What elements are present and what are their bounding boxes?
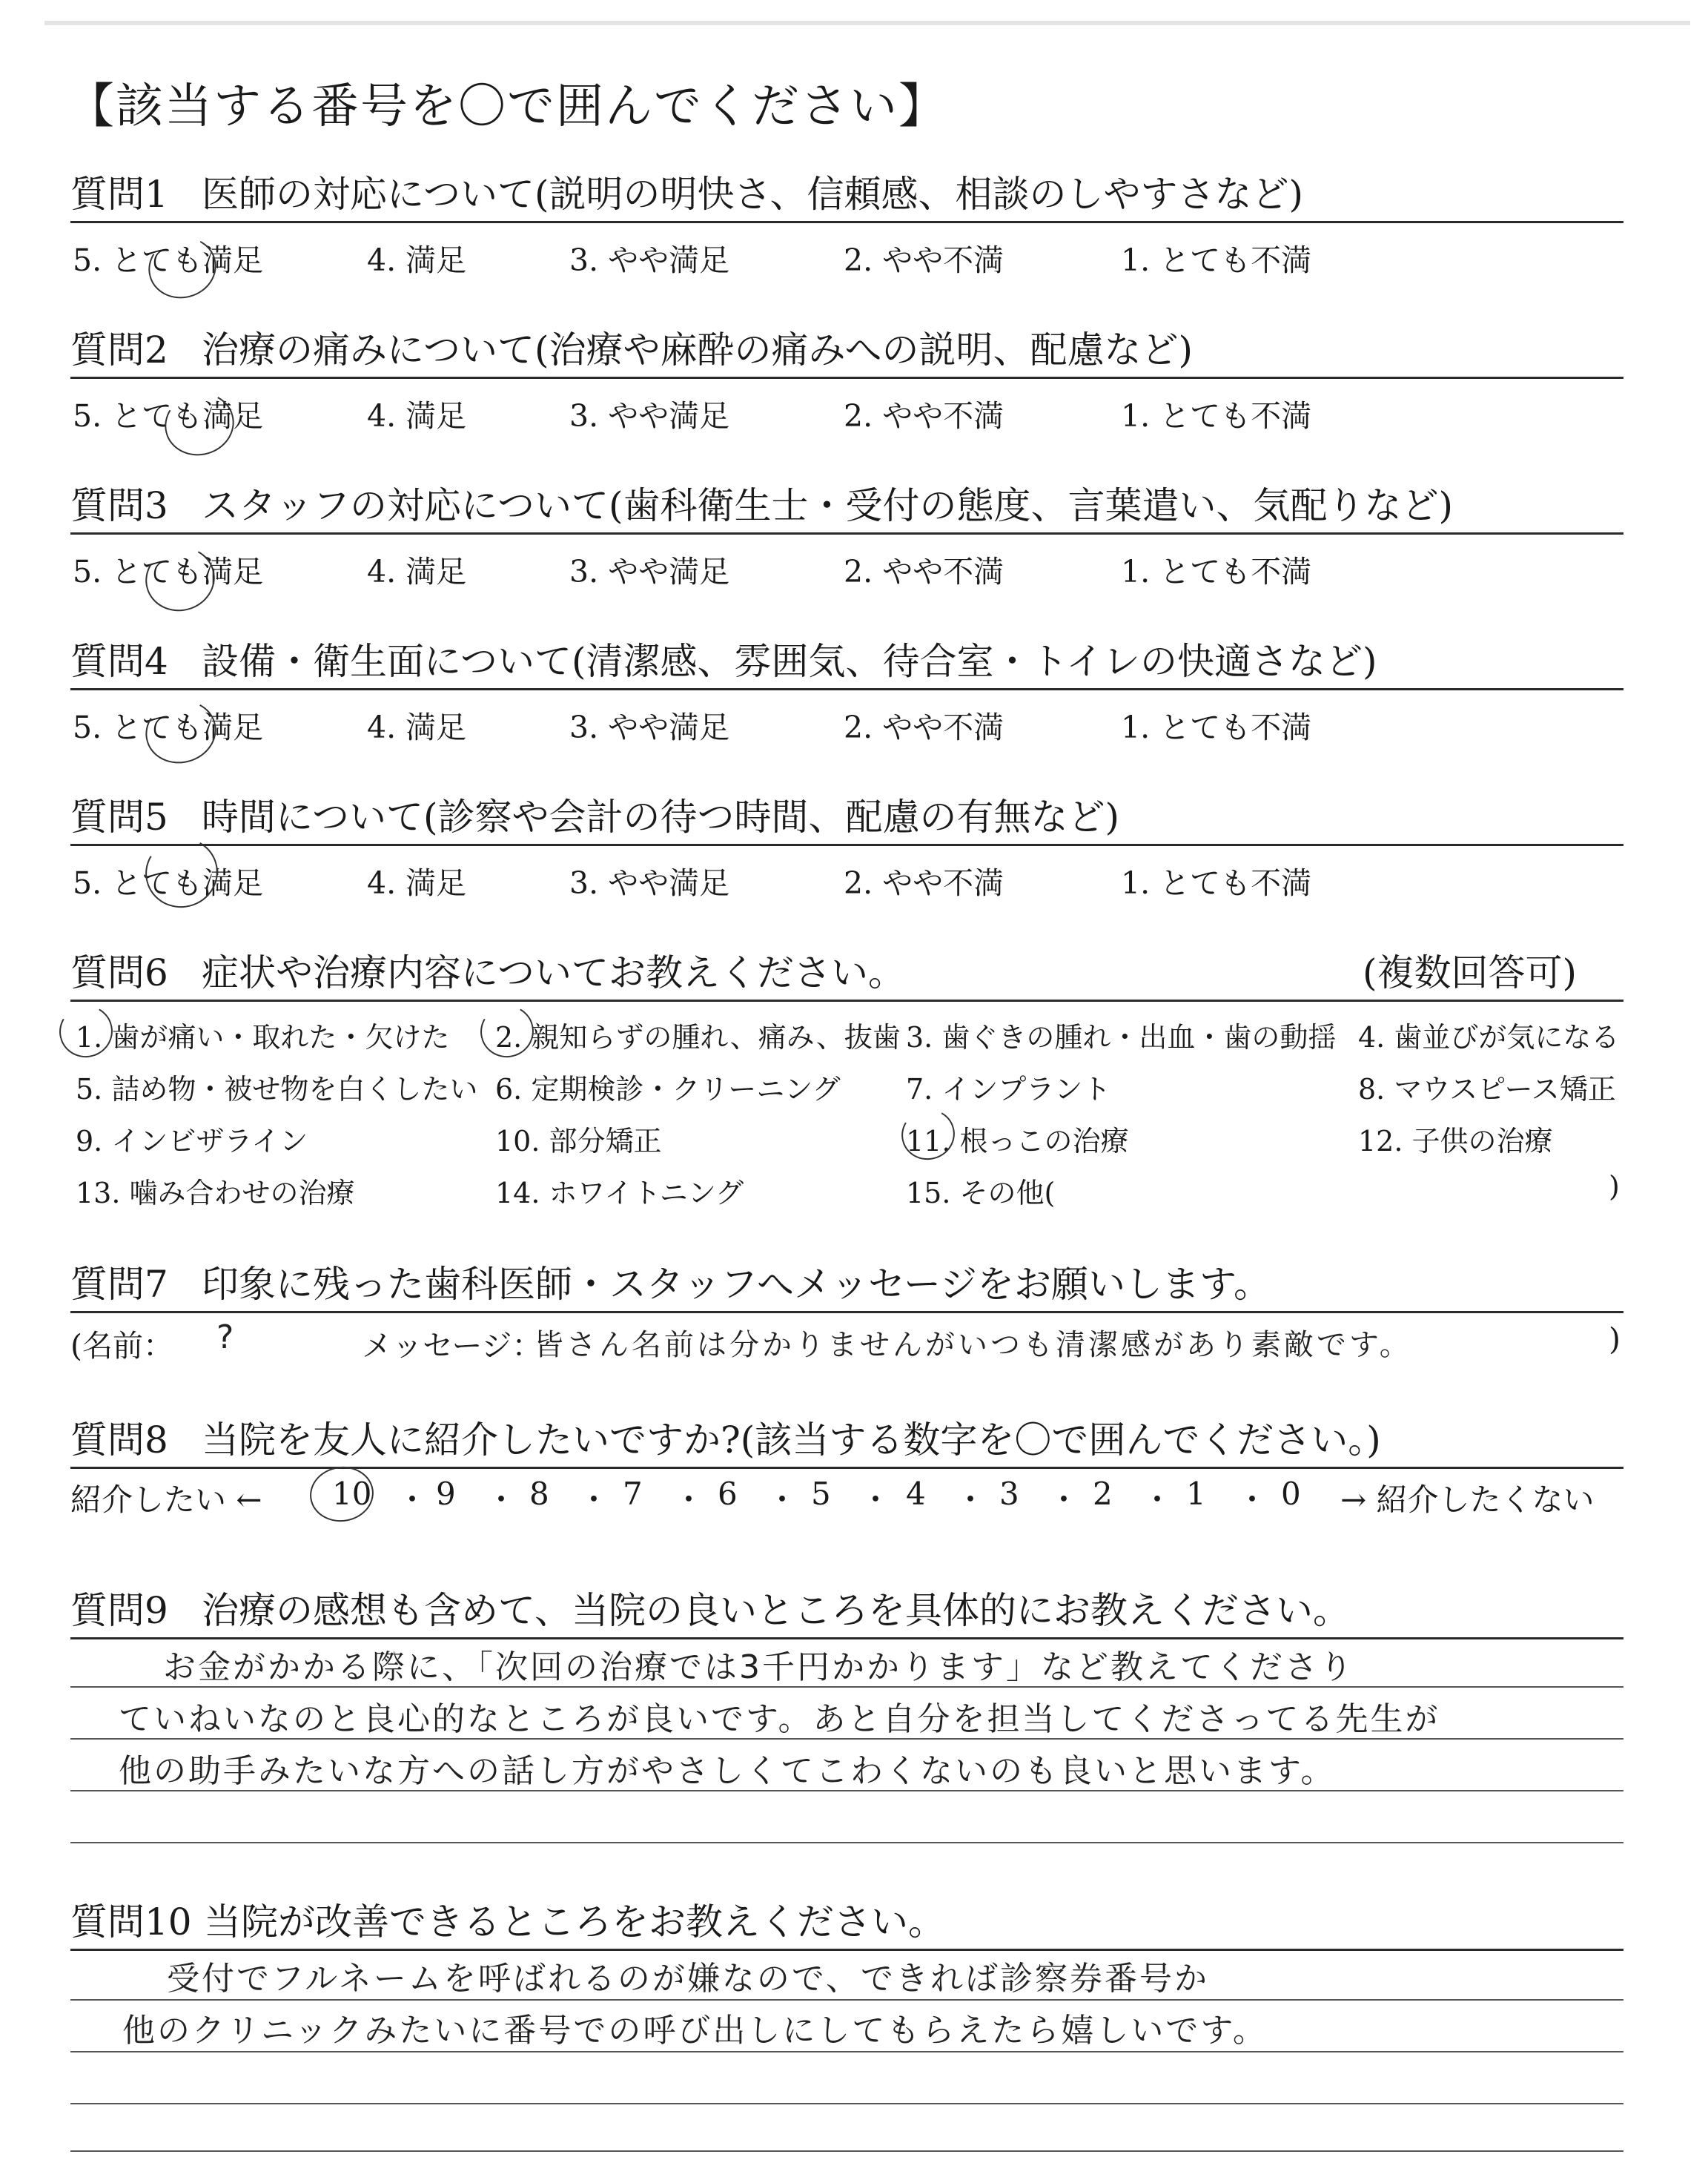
recommend-left-label: 紹介したい ← <box>70 1482 262 1518</box>
option-3[interactable]: 3. やや満足 <box>569 554 730 589</box>
question-label: 質問9 <box>70 1589 168 1632</box>
scale-sep: ・ <box>1048 1482 1080 1518</box>
q6-option-15[interactable]: 15. その他( <box>906 1177 1056 1209</box>
scale-4[interactable]: 4 <box>906 1476 926 1512</box>
option-5[interactable]: 5. とても満足 <box>73 865 264 901</box>
option-4[interactable]: 4. 満足 <box>367 242 467 278</box>
question-label: 質問1 <box>70 173 168 216</box>
scale-1[interactable]: 1 <box>1186 1476 1206 1512</box>
answer-rule <box>70 1842 1623 1843</box>
page-title: 【該当する番号を〇で囲んでください】 <box>67 79 947 134</box>
option-1[interactable]: 1. とても不満 <box>1121 554 1312 589</box>
selection-circle <box>138 830 226 916</box>
option-5[interactable]: 5. とても満足 <box>73 398 264 434</box>
answer-line-1[interactable]: お金がかかる際に、「次回の治療では3千円かかります」など教えてくださり <box>163 1648 1354 1686</box>
q6-option-13[interactable]: 13. 噛み合わせの治療 <box>76 1177 355 1209</box>
divider <box>70 1311 1623 1313</box>
option-3[interactable]: 3. やや満足 <box>569 242 730 278</box>
option-2[interactable]: 2. やや不満 <box>844 710 1004 745</box>
option-4[interactable]: 4. 満足 <box>367 865 467 901</box>
option-1[interactable]: 1. とても不満 <box>1121 710 1312 745</box>
answer-line-3[interactable]: 他の助手みたいな方への話し方がやさしくてこわくないのも良いと思います。 <box>119 1752 1336 1790</box>
scale-2[interactable]: 2 <box>1093 1476 1113 1512</box>
divider <box>70 844 1623 846</box>
scale-7[interactable]: 7 <box>623 1476 643 1512</box>
answer-rule <box>70 2103 1623 2104</box>
question-text: 当院が改善できるところをお教えください。 <box>204 1900 945 1943</box>
answer-line-2[interactable]: 他のクリニックみたいに番号での呼び出しにしてもらえたら嬉しいです。 <box>122 2012 1268 2050</box>
question-text: 治療の痛みについて(治療や麻酔の痛みへの説明、配慮など) <box>202 328 1194 371</box>
q6-option-12[interactable]: 12. 子供の治療 <box>1358 1125 1553 1157</box>
divider <box>70 532 1623 535</box>
divider <box>70 221 1623 223</box>
q6-option-11[interactable]: 11. 根っこの治療 <box>906 1125 1129 1157</box>
name-label: (名前： <box>70 1328 173 1364</box>
option-2[interactable]: 2. やや不満 <box>844 398 1004 434</box>
question-label: 質問4 <box>70 640 168 683</box>
question-label: 質問5 <box>70 796 168 839</box>
q6-option-5[interactable]: 5. 詰め物・被せ物を白くしたい <box>76 1073 478 1106</box>
question-text: 印象に残った歯科医師・スタッフへメッセージをお願いします。 <box>202 1263 1271 1306</box>
option-3[interactable]: 3. やや満足 <box>569 865 730 901</box>
scale-8[interactable]: 8 <box>529 1476 549 1512</box>
q6-option-6[interactable]: 6. 定期検診・クリーニング <box>495 1073 841 1106</box>
answer-line-2[interactable]: ていねいなのと良心的なところが良いです。あと自分を担当してくださってる先生が <box>119 1700 1440 1738</box>
divider <box>70 1000 1623 1002</box>
option-1[interactable]: 1. とても不満 <box>1121 865 1312 901</box>
question-text: 当院を友人に紹介したいですか?(該当する数字を〇で囲んでください。) <box>202 1418 1381 1462</box>
option-4[interactable]: 4. 満足 <box>367 710 467 745</box>
q6-option-7[interactable]: 7. インプラント <box>906 1073 1111 1106</box>
scale-sep: ・ <box>486 1482 517 1518</box>
recommend-right-label: → 紹介したくない <box>1340 1482 1595 1518</box>
question-label: 質問7 <box>70 1263 168 1306</box>
scale-sep: ・ <box>673 1482 705 1518</box>
q6-option-10[interactable]: 10. 部分矯正 <box>495 1125 662 1157</box>
scale-sep: ・ <box>397 1482 428 1518</box>
option-1[interactable]: 1. とても不満 <box>1121 242 1312 278</box>
scale-sep: ・ <box>767 1482 798 1518</box>
answer-rule <box>70 1999 1623 2001</box>
message-close: ) <box>1609 1321 1621 1357</box>
option-5[interactable]: 5. とても満足 <box>73 554 264 589</box>
answer-line-1[interactable]: 受付でフルネームを呼ばれるのが嫌なので、できれば診察券番号か <box>167 1960 1210 1998</box>
scale-sep: ・ <box>860 1482 892 1518</box>
q6-option-8[interactable]: 8. マウスピース矯正 <box>1358 1073 1616 1106</box>
scale-0[interactable]: 0 <box>1281 1476 1301 1512</box>
option-3[interactable]: 3. やや満足 <box>569 710 730 745</box>
scale-9[interactable]: 9 <box>436 1476 456 1512</box>
answer-rule <box>70 1738 1623 1740</box>
scale-6[interactable]: 6 <box>718 1476 738 1512</box>
answer-rule <box>70 1790 1623 1791</box>
question-text: スタッフの対応について(歯科衛生士・受付の態度、言葉遣い、気配りなど) <box>202 484 1454 527</box>
scale-3[interactable]: 3 <box>999 1476 1019 1512</box>
scale-sep: ・ <box>1237 1482 1268 1518</box>
option-4[interactable]: 4. 満足 <box>367 554 467 589</box>
scan-top-edge <box>44 21 1690 25</box>
question-text: 症状や治療内容についてお教えください。 <box>202 951 905 994</box>
divider <box>70 1637 1623 1639</box>
question-text: 時間について(診察や会計の待つ時間、配慮の有無など) <box>202 796 1120 839</box>
question-text: 治療の感想も含めて、当院の良いところを具体的にお教えください。 <box>202 1589 1350 1632</box>
answer-rule <box>70 2150 1623 2152</box>
divider <box>70 1467 1623 1469</box>
divider <box>70 688 1623 690</box>
q6-option-1[interactable]: 1. 歯が痛い・取れた・欠けた <box>76 1021 450 1054</box>
option-5[interactable]: 5. とても満足 <box>73 710 264 745</box>
selection-circle <box>306 1462 377 1525</box>
scale-sep: ・ <box>955 1482 987 1518</box>
q6-option-15-close: ) <box>1609 1170 1620 1203</box>
question-label: 質問6 <box>70 951 168 994</box>
option-1[interactable]: 1. とても不満 <box>1121 398 1312 434</box>
question-text: 医師の対応について(説明の明快さ、信頼感、相談のしやすさなど) <box>202 173 1304 216</box>
q6-option-2[interactable]: 2. 親知らずの腫れ、痛み、抜歯 <box>495 1021 901 1054</box>
question-label: 質問10 <box>70 1900 192 1943</box>
answer-rule <box>70 1686 1623 1688</box>
option-2[interactable]: 2. やや不満 <box>844 865 1004 901</box>
multi-answer-note: (複数回答可) <box>1363 951 1578 994</box>
q6-option-3[interactable]: 3. 歯ぐきの腫れ・出血・歯の動揺 <box>906 1021 1337 1054</box>
question-label: 質問2 <box>70 328 168 371</box>
q6-option-9[interactable]: 9. インビザライン <box>76 1125 308 1157</box>
option-2[interactable]: 2. やや不満 <box>844 242 1004 278</box>
divider <box>70 1949 1623 1951</box>
divider <box>70 377 1623 379</box>
q6-option-4[interactable]: 4. 歯並びが気になる <box>1358 1021 1620 1054</box>
message-label: メッセージ： <box>362 1328 543 1364</box>
question-label: 質問3 <box>70 484 168 527</box>
option-3[interactable]: 3. やや満足 <box>569 398 730 434</box>
q6-option-14[interactable]: 14. ホワイトニング <box>495 1177 744 1209</box>
scale-sep: ・ <box>578 1482 610 1518</box>
name-value[interactable]: ? <box>216 1318 236 1356</box>
scale-10[interactable]: 10 <box>332 1476 372 1512</box>
message-value[interactable]: 皆さん名前は分かりませんがいつも清潔感があり素敵です。 <box>534 1328 1412 1362</box>
scale-5[interactable]: 5 <box>811 1476 831 1512</box>
scale-sep: ・ <box>1142 1482 1174 1518</box>
question-label: 質問8 <box>70 1418 168 1462</box>
question-text: 設備・衛生面について(清潔感、雰囲気、待合室・トイレの快適さなど) <box>202 640 1377 683</box>
option-2[interactable]: 2. やや不満 <box>844 554 1004 589</box>
option-5[interactable]: 5. とても満足 <box>73 242 264 278</box>
answer-rule <box>70 2051 1623 2052</box>
option-4[interactable]: 4. 満足 <box>367 398 467 434</box>
